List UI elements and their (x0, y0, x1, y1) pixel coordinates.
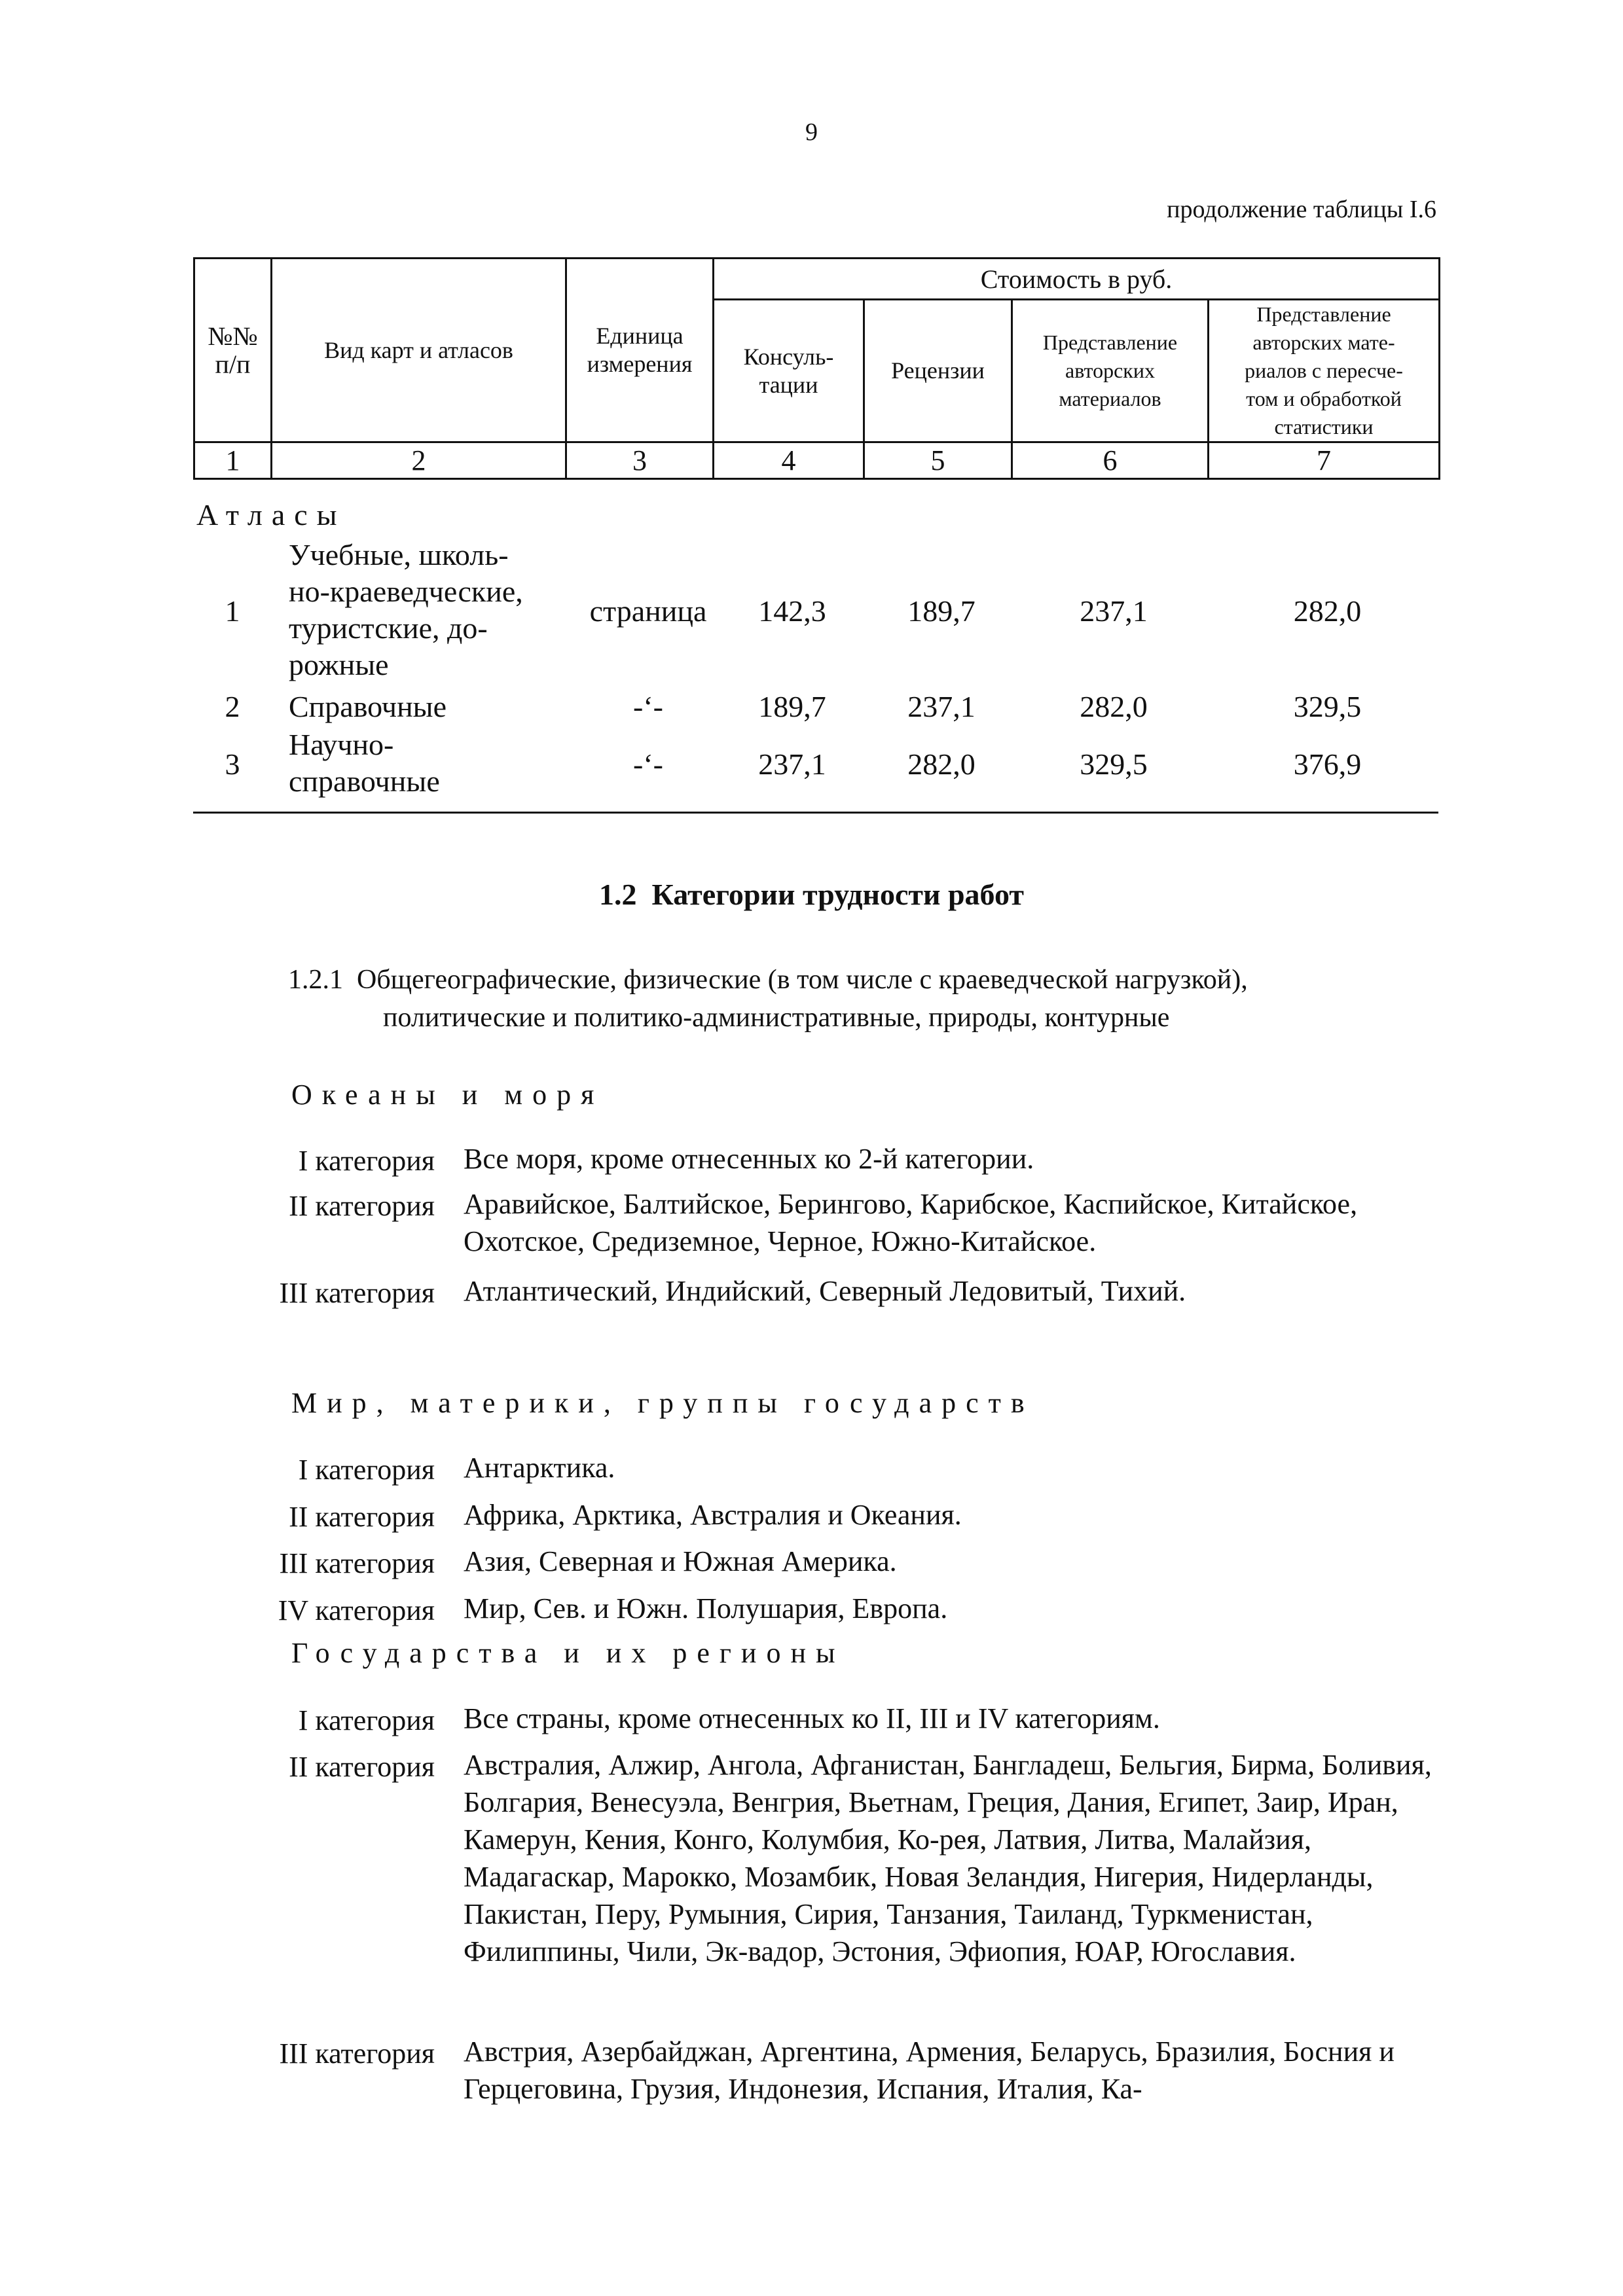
page-number: 9 (805, 118, 818, 146)
row-kind: Научно- справочные (289, 728, 440, 798)
row-value: 282,0 (1080, 690, 1148, 723)
subsection-line-1: 1.2.1 Общегеографические, физические (в том числе с краеведческой нагрузкой), (288, 965, 1248, 995)
header-cost-group: Стоимость в руб. (714, 259, 1440, 300)
row-kind: Справочные (289, 690, 447, 723)
column-number: 4 (714, 442, 864, 479)
header-unit: Единица измерения (566, 259, 714, 442)
column-number: 3 (566, 442, 714, 479)
category-label: II категория (289, 1751, 435, 1783)
row-number: 2 (225, 690, 240, 723)
header-review: Рецензии (864, 300, 1012, 442)
row-value: 237,1 (907, 690, 976, 723)
header-num: №№ п/п (194, 259, 272, 442)
column-number: 7 (1209, 442, 1440, 479)
category-label: II категория (289, 1190, 435, 1222)
category-text: Аравийское, Балтийское, Берингово, Карибское, Каспийское, Китайское, Охотское, Средиземное, Черное, Южно-Китайское. (464, 1188, 1358, 1257)
row-value: 189,7 (758, 690, 826, 723)
row-value: 189,7 (907, 594, 976, 628)
category-text: Африка, Арктика, Австралия и Океания. (464, 1499, 962, 1531)
category-label: I категория (298, 1454, 435, 1486)
category-label: III категория (279, 1547, 435, 1579)
cost-table-header (193, 257, 1440, 480)
category-text: Азия, Северная и Южная Америка. (464, 1545, 897, 1577)
row-value: 329,5 (1293, 690, 1362, 723)
section-title-oceans: Океаны и моря (291, 1079, 604, 1111)
column-number: 1 (194, 442, 272, 479)
subsection-line-2: политические и политико-административные, природы, контурные (383, 1003, 1170, 1033)
header-kind: Вид карт и атласов (272, 259, 566, 442)
column-number: 5 (864, 442, 1012, 479)
category-text: Мир, Сев. и Южн. Полушария, Европа. (464, 1592, 948, 1624)
category-text: Все страны, кроме отнесенных ко II, III и IV категориям. (464, 1702, 1160, 1734)
header-author-stats: Представление авторских мате- риалов с пересче- том и обработкой статистики (1209, 300, 1440, 442)
category-text: Австралия, Алжир, Ангола, Афганистан, Бангладеш, Бельгия, Бирма, Боливия, Болгария, Венесуэла, Венгрия, Вьетнам, Греция, Дания, Египет, Заир, Иран, Камерун, Кения, Конго, Колумбия, Ко-рея, Латвия, Литва, Малайзия, Мадагаскар, Марокко, Мозамбик, Новая Зеландия, Нигерия, Нидерланды, Пакистан, Перу, Румыния, Сирия, Танзания, Таиланд, Туркменистан, Филиппины, Чили, Эк-вадор, Эстония, Эфиопия, ЮАР, Югославия. (464, 1749, 1432, 1967)
column-number: 6 (1012, 442, 1209, 479)
category-text: Атлантический, Индийский, Северный Ледовитый, Тихий. (464, 1275, 1186, 1307)
section-title-world: Мир, материки, группы государств (291, 1387, 1034, 1419)
category-text: Австрия, Азербайджан, Аргентина, Армения, Беларусь, Бразилия, Босния и Герцеговина, Грузия, Индонезия, Испания, Италия, Ка- (464, 2036, 1395, 2105)
row-value: 282,0 (1293, 594, 1362, 628)
subsection-heading (288, 961, 1248, 1037)
category-label: III категория (279, 2037, 435, 2070)
category-text: Антарктика. (464, 1452, 615, 1484)
row-number: 3 (225, 747, 240, 781)
category-label: III категория (279, 1277, 435, 1309)
row-value: 376,9 (1293, 747, 1362, 781)
row-unit: -‘- (633, 747, 663, 781)
header-consult: Консуль- тации (714, 300, 864, 442)
category-label: I категория (298, 1704, 435, 1736)
category-label: I категория (298, 1145, 435, 1177)
category-text: Все моря, кроме отнесенных ко 2-й категории. (464, 1143, 1034, 1175)
row-value: 237,1 (758, 747, 826, 781)
row-value: 142,3 (758, 594, 826, 628)
column-number: 2 (272, 442, 566, 479)
row-value: 282,0 (907, 747, 976, 781)
row-value: 329,5 (1080, 747, 1148, 781)
row-number: 1 (225, 594, 240, 628)
table-continuation-label: продолжение таблицы I.6 (1167, 196, 1436, 223)
row-unit: страница (589, 594, 707, 628)
row-unit: -‘- (633, 690, 663, 723)
section-heading: 1.2 Категории трудности работ (599, 878, 1024, 911)
header-author: Представление авторских материалов (1012, 300, 1209, 442)
category-label: II категория (289, 1501, 435, 1533)
category-label: IV категория (278, 1594, 435, 1626)
table-bottom-rule (193, 812, 1438, 814)
row-kind: Учебные, школь- но-краеведческие, туристские, до- рожные (289, 538, 523, 681)
table-section-atlases: Атласы (196, 498, 346, 531)
section-title-states: Государства и их регионы (291, 1637, 845, 1669)
row-value: 237,1 (1080, 594, 1148, 628)
